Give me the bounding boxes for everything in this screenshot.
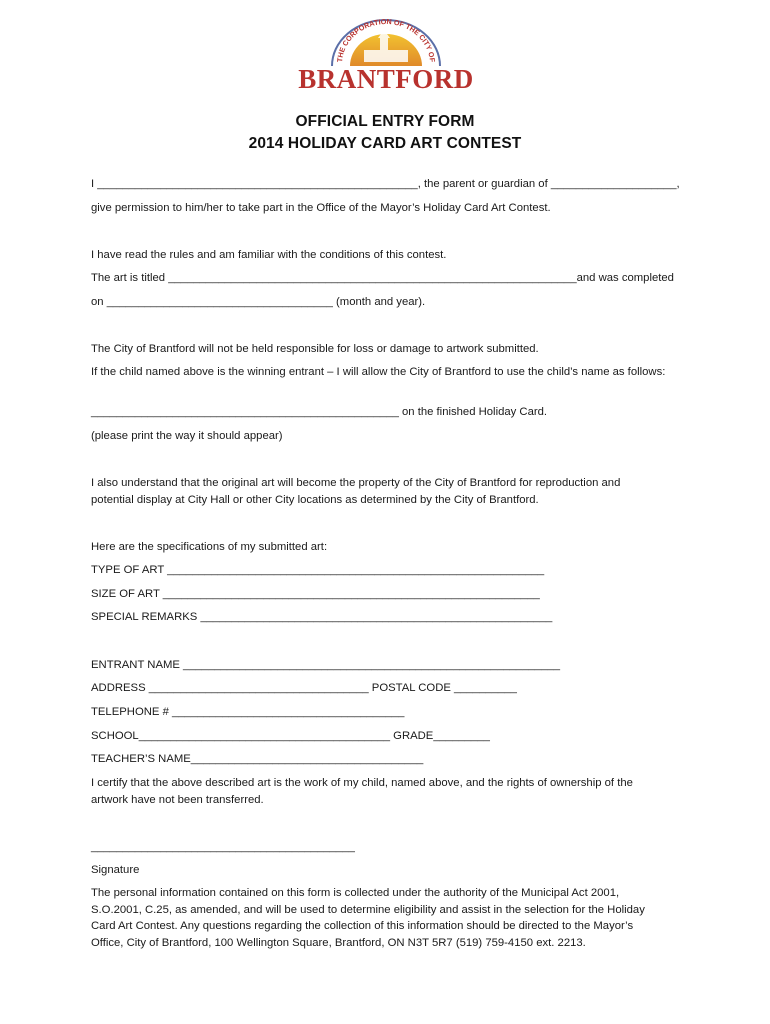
size-of-art-field[interactable]: SIZE OF ART ____________________________________________________________ <box>91 588 540 600</box>
permission-text: give permission to him/her to take part in the Office of the Mayor’s Holiday Card Art Contest. <box>91 202 551 214</box>
school-grade-field[interactable]: SCHOOL________________________________________ GRADE_________ <box>91 730 490 742</box>
signature-line[interactable]: __________________________________________ <box>91 841 355 853</box>
entrant-name-field[interactable]: ENTRANT NAME ____________________________________________________________ <box>91 659 561 671</box>
card-name-line[interactable]: _________________________________________________ on the finished Holiday Card. <box>91 406 548 418</box>
liability-statement: The City of Brantford will not be held responsible for loss or damage to artwork submitted. <box>91 343 539 355</box>
privacy-notice: The personal information contained on this form is collected under the authority of the Municipal Act 2001, S.O.2001, C.25, as amended, and will be used to determine eligibility and assist in the selection for the Holiday Card Art Contest. Any questions regarding the collection of this information should be directed to the Mayor’s Office, City of Brantford, 100 Wellington Square, Brantford, ON N3T 5R7 (519) 759-4150 ext. 2213. <box>91 887 645 949</box>
winning-entrant-statement: If the child named above is the winning entrant – I will allow the City of Brantford to use the child’s name as follows: <box>91 366 666 378</box>
special-remarks-field[interactable]: SPECIAL REMARKS ________________________________________________________ <box>91 611 553 623</box>
address-postal-code-field[interactable]: ADDRESS ___________________________________ POSTAL CODE __________ <box>91 682 517 694</box>
completion-date-line[interactable]: on ____________________________________ (month and year). <box>91 296 426 308</box>
print-instruction: (please print the way it should appear) <box>91 430 283 442</box>
parent-guardian-line[interactable]: I ___________________________________________________, the parent or guardian of ____________________, <box>91 178 680 190</box>
certification-statement: I certify that the above described art is the work of my child, named above, and the rights of ownership of the artwork have not been transferred. <box>91 777 633 806</box>
logo-arc-text: THE CORPORATION OF THE CITY OF <box>335 18 437 63</box>
type-of-art-field[interactable]: TYPE OF ART ____________________________________________________________ <box>91 564 545 576</box>
logo-wordmark: BRANTFORD <box>298 64 474 92</box>
teacher-name-field[interactable]: TEACHER’S NAME_____________________________________ <box>91 753 424 765</box>
rules-statement: I have read the rules and am familiar with the conditions of this contest. <box>91 249 447 261</box>
telephone-field[interactable]: TELEPHONE # _____________________________________ <box>91 706 405 718</box>
property-statement: I also understand that the original art will become the property of the City of Brantford for reproduction and potential display at City Hall or other City locations as determined by the City of Brantford. <box>91 477 621 506</box>
brantford-logo <box>298 18 474 92</box>
contest-title: 2014 HOLIDAY CARD ART CONTEST <box>248 135 522 152</box>
specifications-intro: Here are the specifications of my submitted art: <box>91 541 328 553</box>
signature-label: Signature <box>91 864 140 876</box>
form-title: OFFICIAL ENTRY FORM <box>295 113 475 130</box>
art-title-line[interactable]: The art is titled _________________________________________________________________and was completed <box>91 272 674 284</box>
